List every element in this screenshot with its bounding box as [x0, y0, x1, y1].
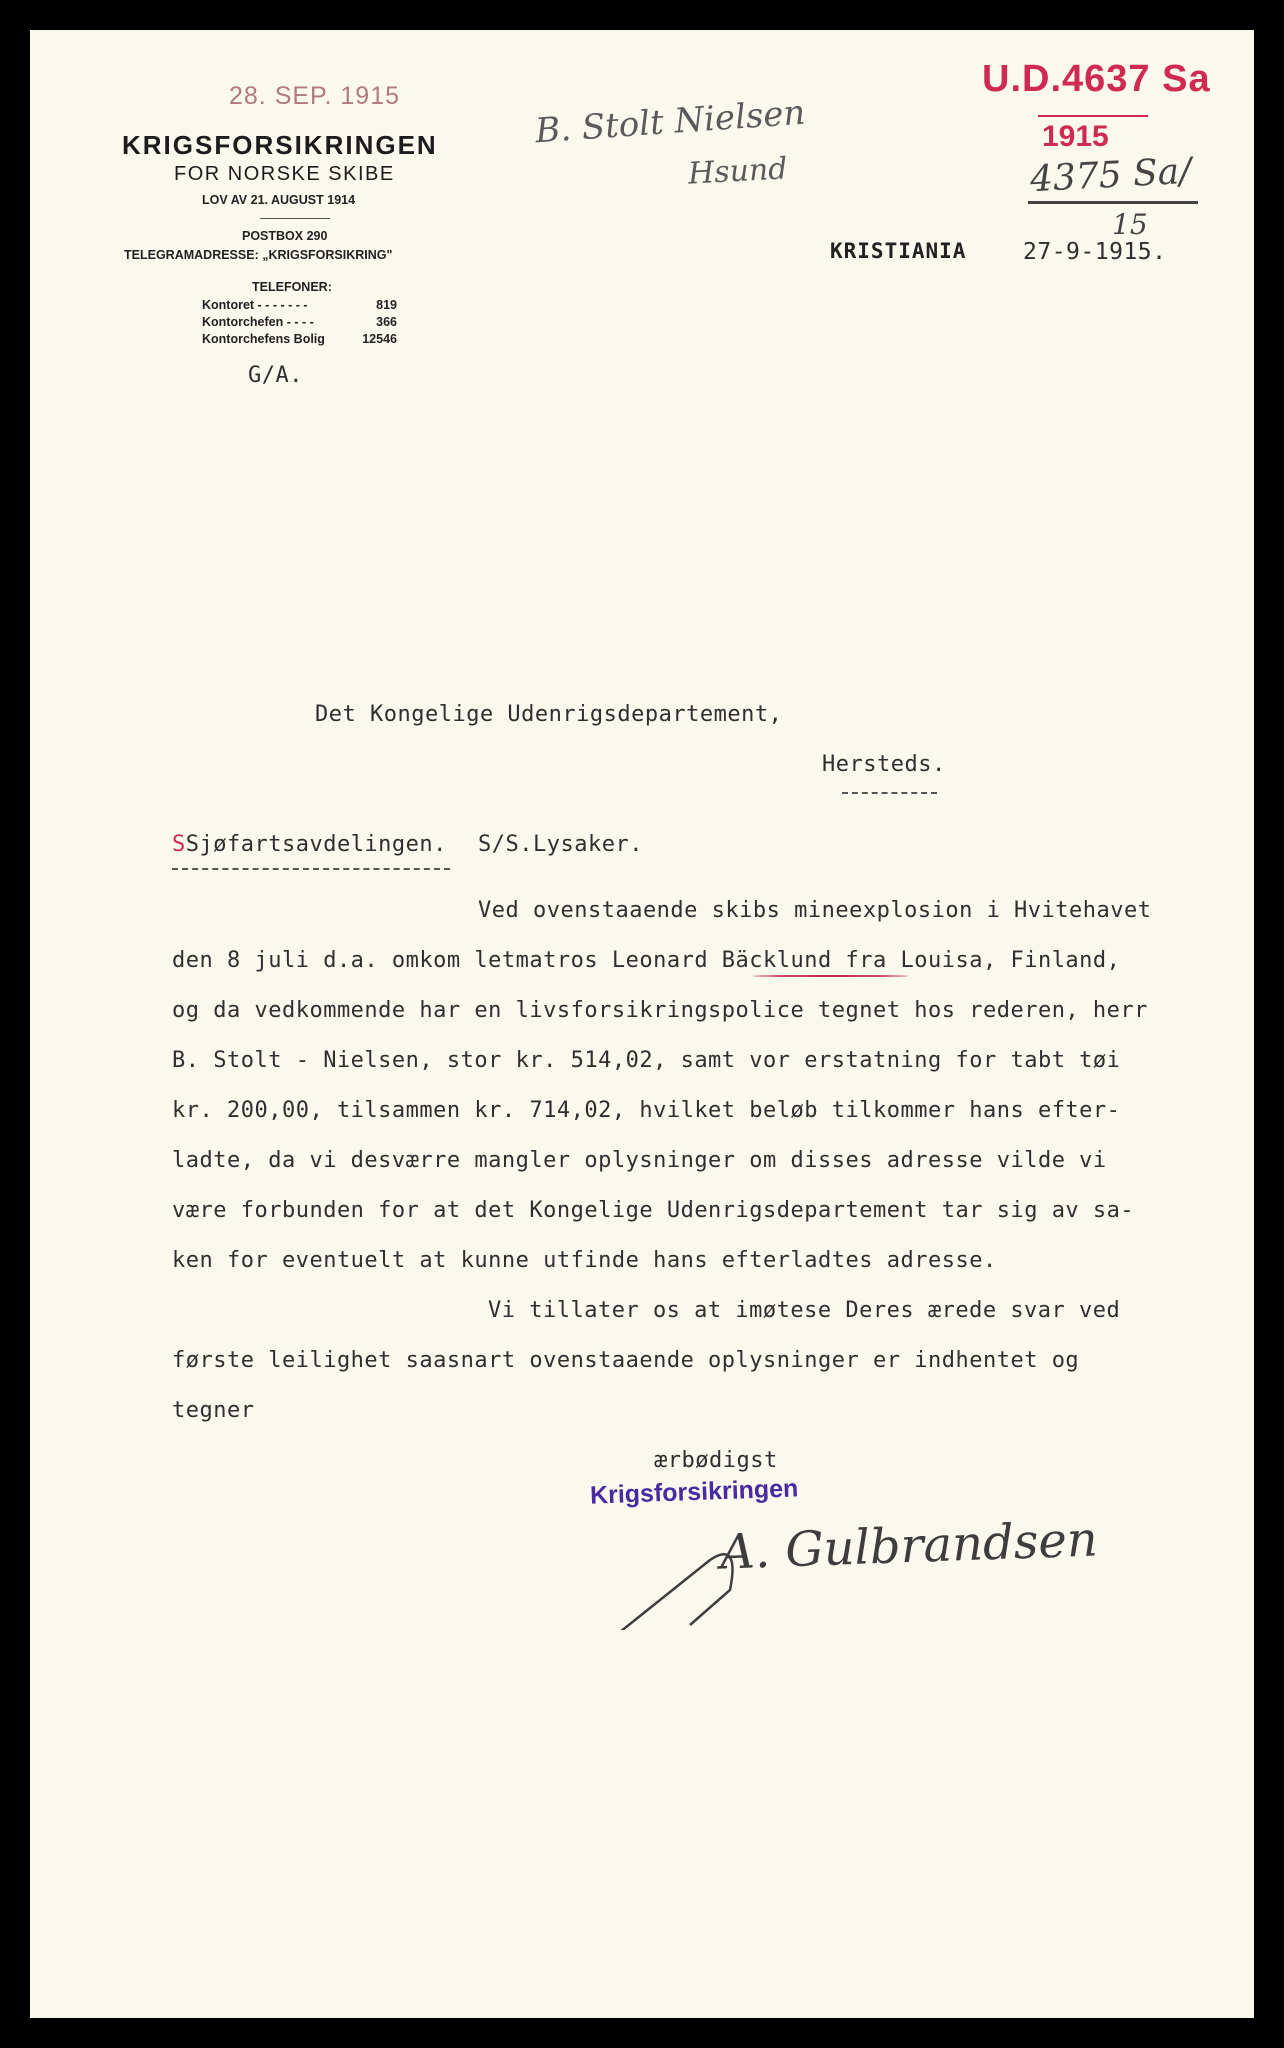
handwritten-note-place: Hsund: [687, 151, 789, 192]
recipient-location: Hersteds.: [822, 752, 946, 777]
postbox: POSTBOX 290: [242, 229, 328, 243]
letter-date: 27-9-1915.: [1023, 239, 1167, 265]
phone-label: Kontoret - - - - - - -: [202, 298, 308, 312]
body-line: ladte, da vi desværre mangler oplysninger om disses adresse vilde vi: [172, 1148, 1107, 1173]
body-line: den 8 juli d.a. omkom letmatros Leonard Bäcklund fra Louisa, Finland,: [172, 948, 1121, 973]
signature-text: A. Gulbrandsen: [719, 1511, 1099, 1581]
letterhead-divider: [260, 218, 330, 219]
letter-page: [30, 30, 1254, 2018]
reference-underline: [1028, 201, 1198, 204]
body-line: og da vedkommende har en livsforsikringspolice tegnet hos rederen, herr: [172, 998, 1148, 1023]
law-reference: LOV AV 21. AUGUST 1914: [202, 193, 356, 207]
stamp-rule: [1038, 115, 1148, 117]
body-line: Ved ovenstaaende skibs mineexplosion i Hvitehavet: [478, 898, 1152, 923]
phone-row: [202, 298, 397, 312]
phones-title: TELEFONER:: [252, 280, 332, 294]
phone-list: [202, 298, 397, 346]
org-name: KRIGSFORSIKRINGEN: [122, 130, 438, 160]
department: Sjøfartsavdelingen.: [185, 832, 447, 857]
place: KRISTIANIA: [830, 239, 967, 263]
received-date-stamp: 28. SEP. 1915: [229, 82, 401, 110]
phone-number: 12546: [362, 332, 397, 346]
handwritten-reference: 4375 Sa/: [1029, 150, 1193, 201]
phone-label: Kontorchefens Bolig: [202, 332, 325, 346]
phone-row: [202, 315, 397, 329]
handwritten-note-name: B. Stolt Nielsen: [533, 92, 807, 152]
ship-name: S/S.Lysaker.: [478, 832, 643, 857]
ud-number-stamp: U.D.4637 Sa: [982, 58, 1211, 100]
department-initial-mark: S: [172, 832, 186, 857]
location-underline: [842, 792, 937, 794]
telegram-address: TELEGRAMADRESSE: „KRIGSFORSIKRING": [124, 248, 393, 262]
body-line: kr. 200,00, tilsammen kr. 714,02, hvilket beløb tilkommer hans efter-: [172, 1098, 1121, 1123]
closing-salutation: ærbødigst: [654, 1448, 778, 1473]
body-line: Vi tillater os at imøtese Deres ærede svar ved: [488, 1298, 1121, 1323]
phone-number: 366: [376, 315, 397, 329]
recipient: Det Kongelige Udenrigsdepartement,: [315, 702, 783, 727]
body-line: ken for eventuelt at kunne utfinde hans efterladtes adresse.: [172, 1248, 997, 1273]
department-line: [172, 832, 447, 857]
stamp-year: 1915: [1042, 120, 1109, 153]
phone-row: [202, 332, 397, 346]
phone-label: Kontorchefen - - - -: [202, 315, 314, 329]
org-subtitle: FOR NORSKE SKIBE: [174, 163, 395, 185]
body-line: tegner: [172, 1398, 255, 1423]
signature: [590, 1500, 1099, 1630]
signature-flourish: [590, 1500, 1090, 1630]
company-stamp: Krigsforsikringen: [589, 1474, 799, 1510]
body-line: være forbunden for at det Kongelige Udenrigsdepartement tar sig av sa-: [172, 1198, 1135, 1223]
body-line: første leilighet saasnart ovenstaaende oplysninger er indhentet og: [172, 1348, 1080, 1373]
body-line: B. Stolt - Nielsen, stor kr. 514,02, samt vor erstatning for tabt tøi: [172, 1048, 1121, 1073]
handwritten-date-correction: 15: [1112, 208, 1148, 241]
department-underline: [172, 868, 450, 870]
name-underline: [753, 975, 908, 977]
reference-initials: G/A.: [248, 363, 303, 388]
phone-number: 819: [376, 298, 397, 312]
